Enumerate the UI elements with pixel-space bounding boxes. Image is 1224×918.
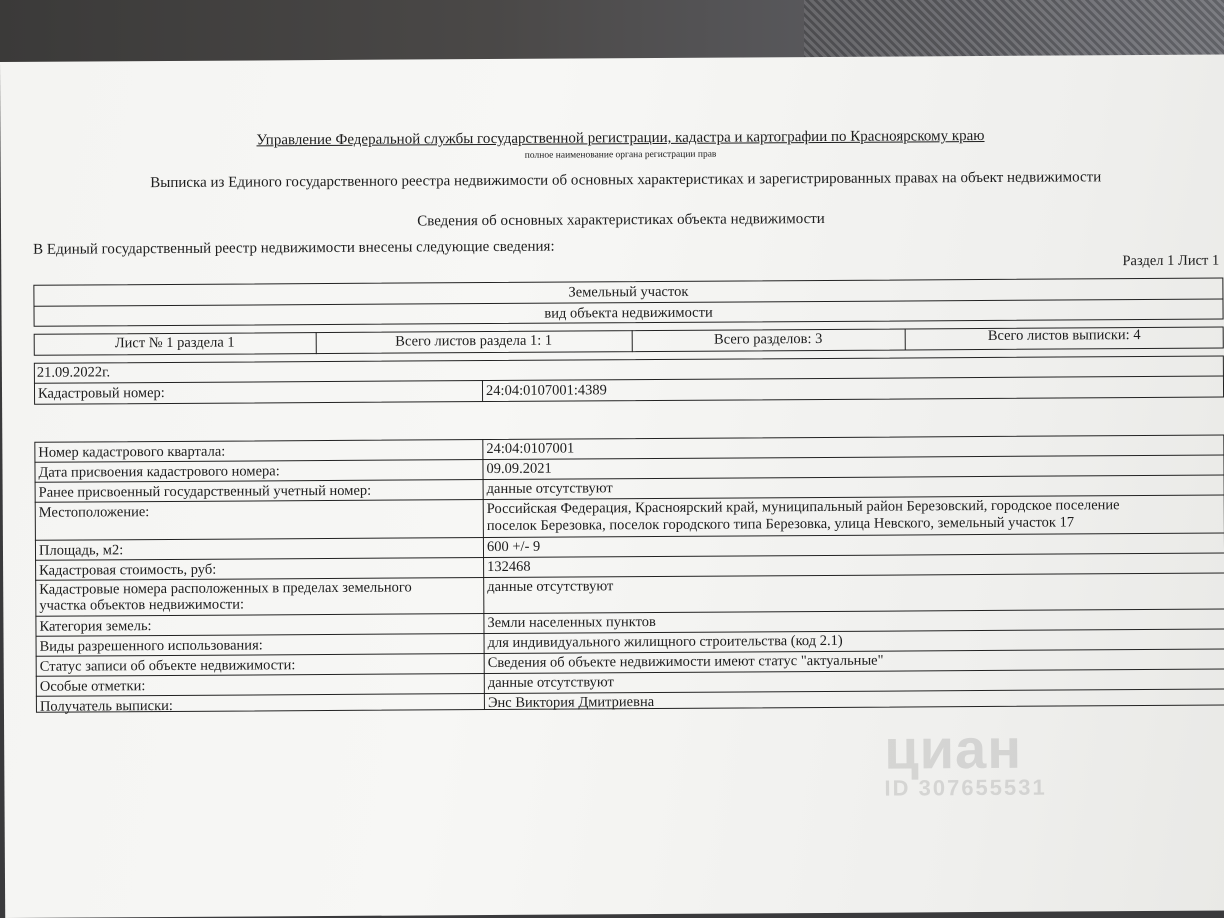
table-row-label: Местоположение: xyxy=(38,504,150,521)
table-row-value: 132468 xyxy=(487,558,531,576)
object-type: Земельный участок xyxy=(568,283,689,301)
table-row-value-line2: поселок Березовка, поселок городского типа Березовка, улица Невского, земельный участок 17 xyxy=(486,514,1075,535)
table-row-value: Российская Федерация, Красноярский край, муниципальный район Березовский, городское поселение xyxy=(486,497,1120,518)
listing-id-text: ID 307655531 xyxy=(884,774,1047,801)
table-row-label-line2: участка объектов недвижимости: xyxy=(39,596,245,614)
table-row-label: Номер кадастрового квартала: xyxy=(38,443,226,461)
intro-text: В Единый государственный реестр недвижимости внесены следующие сведения: xyxy=(33,238,555,258)
table-row-label: Виды разрешенного использования: xyxy=(39,637,263,655)
total-sheets-section: Всего листов раздела 1: 1 xyxy=(395,332,553,350)
table-row-label: Ранее присвоенный государственный учетный номер: xyxy=(38,482,372,501)
document-subtitle: Сведения об основных характеристиках объекта недвижимости xyxy=(417,210,825,230)
table-row-value: Земли населенных пунктов xyxy=(487,614,656,632)
table-row-value: Сведения об объекте недвижимости имеют статус "актуальные" xyxy=(487,652,884,672)
registration-organ-name: Управление Федеральной службы государственной регистрации, кадастра и картографии по Красноярскому краю xyxy=(256,127,985,149)
table-row-label: Кадастровые номера расположенных в пределах земельного xyxy=(39,579,412,598)
table-row-value: 600 +/- 9 xyxy=(486,538,541,556)
document-page xyxy=(0,55,1224,918)
sheet-number: Лист № 1 раздела 1 xyxy=(114,334,235,352)
table-row-value: для индивидуального жилищного строительства (код 2.1) xyxy=(487,632,843,652)
table-row-label: Особые отметки: xyxy=(39,678,146,695)
table-row-label: Категория земель: xyxy=(39,618,152,635)
table-row-label: Получатель выписки: xyxy=(39,697,173,715)
cian-watermark xyxy=(884,716,1047,802)
total-sections: Всего разделов: 3 xyxy=(713,330,823,348)
table-row-label: Площадь, м2: xyxy=(38,542,124,559)
table-row-value: данные отсутствуют xyxy=(486,480,613,498)
table-row-label: Кадастровая стоимость, руб: xyxy=(39,561,217,579)
document-date: 21.09.2022г. xyxy=(36,364,111,381)
table-row-label: Статус записи об объекте недвижимости: xyxy=(39,657,296,675)
document-title: Выписка из Единого государственного реестра недвижимости об основных характеристиках и зарегистрированных правах на объект недвижимости xyxy=(150,169,1102,192)
table-row-value: данные отсутствуют xyxy=(487,578,614,596)
table-row-value: данные отсутствуют xyxy=(487,674,614,692)
table-row-value: 24:04:0107001 xyxy=(486,440,575,458)
object-type-caption: вид объекта недвижимости xyxy=(544,304,713,322)
table-row-value: 09.09.2021 xyxy=(486,460,552,478)
cian-logo-text: циан xyxy=(884,716,1023,781)
table-row-label: Дата присвоения кадастрового номера: xyxy=(38,463,280,481)
table-row-value: Энс Виктория Дмитриевна xyxy=(487,694,655,712)
cadastral-number-value: 24:04:0107001:4389 xyxy=(485,382,607,400)
cadastral-number-label: Кадастровый номер: xyxy=(37,384,165,402)
registration-organ-caption: полное наименование органа регистрации прав xyxy=(524,149,717,161)
total-sheets-extract: Всего листов выписки: 4 xyxy=(987,327,1141,344)
section-sheet-label: Раздел 1 Лист 1 xyxy=(1122,252,1220,270)
